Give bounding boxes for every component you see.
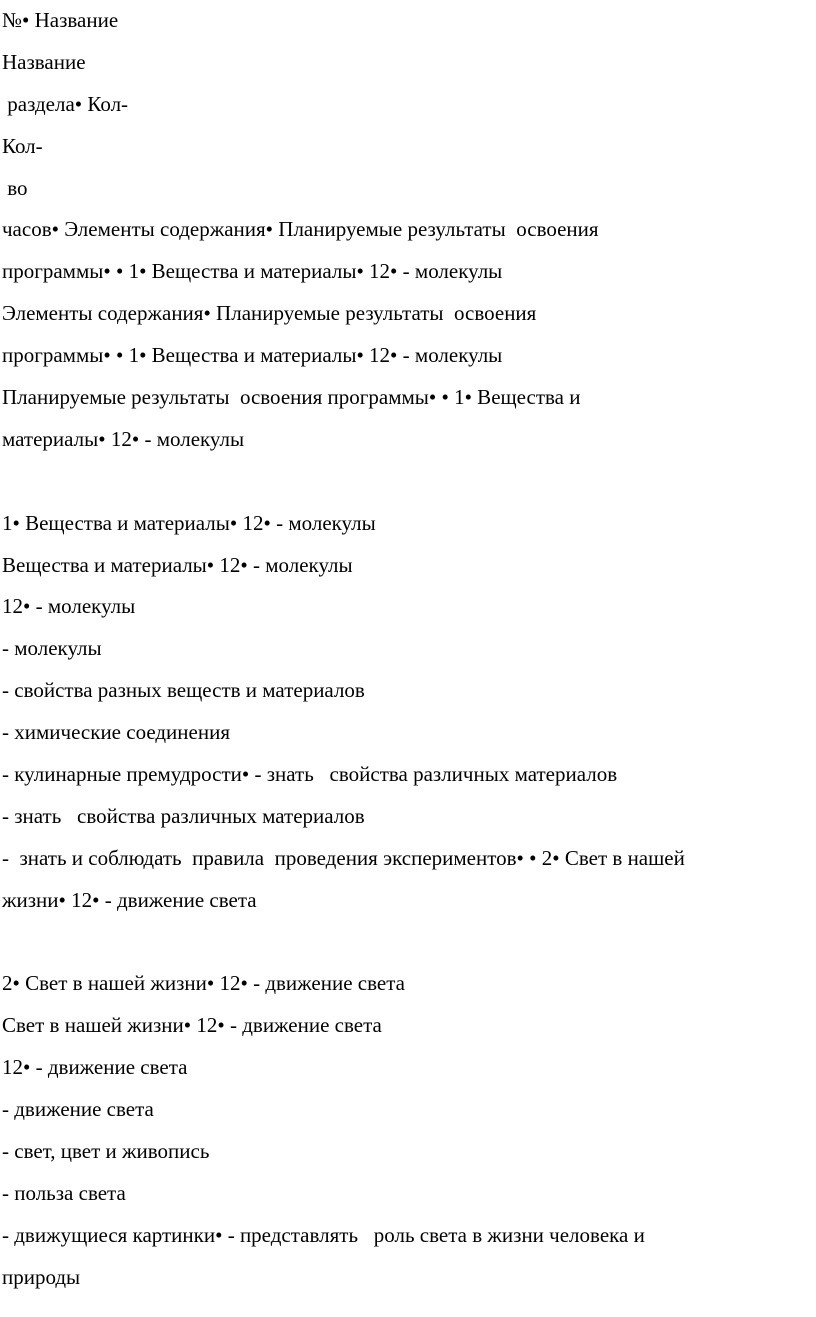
text-line-4: Кол-	[2, 133, 43, 158]
text-line-14: Вещества и материалы• 12• - молекулы	[2, 552, 353, 577]
blank-line	[2, 461, 814, 503]
text-line-16: - молекулы	[2, 636, 102, 661]
text-line-2: Название	[2, 49, 86, 74]
text-line-18: - химические соединения	[2, 720, 230, 745]
text-line-31: природы	[2, 1264, 81, 1289]
text-line-27: - движение света	[2, 1097, 154, 1122]
text-line-3: раздела• Кол-	[2, 91, 129, 116]
text-line-15: 12• - молекулы	[2, 594, 136, 619]
text-line-10: Планируемые результаты освоения программы• • 1• Вещества и	[2, 385, 581, 410]
text-line-30: - движущиеся картинки• - представлять роль света в жизни человека и	[2, 1222, 645, 1247]
text-line-17: - свойства разных веществ и материалов	[2, 678, 365, 703]
text-line-19: - кулинарные премудрости• - знать свойства различных материалов	[2, 762, 618, 787]
text-line-11: материалы• 12• - молекулы	[2, 426, 245, 451]
text-line-1: №• Название	[2, 8, 119, 32]
text-line-20: - знать свойства различных материалов	[2, 803, 365, 828]
text-line-22: жизни• 12• - движение света	[2, 887, 257, 912]
text-line-5: во	[2, 175, 28, 200]
text-line-28: - свет, цвет и живопись	[2, 1139, 210, 1164]
text-line-9: программы• • 1• Вещества и материалы• 12• - молекулы	[2, 343, 503, 368]
blank-line	[2, 922, 814, 964]
text-line-8: Элементы содержания• Планируемые результаты освоения	[2, 301, 537, 326]
text-line-26: 12• - движение света	[2, 1055, 188, 1080]
text-line-24: 2• Свет в нашей жизни• 12• - движение света	[2, 971, 405, 996]
document-body	[2, 0, 814, 1299]
text-line-6: часов• Элементы содержания• Планируемые результаты освоения	[2, 217, 599, 242]
text-line-21: - знать и соблюдать правила проведения экспериментов• • 2• Свет в нашей	[2, 845, 685, 870]
text-line-25: Свет в нашей жизни• 12• - движение света	[2, 1013, 382, 1038]
text-line-7: программы• • 1• Вещества и материалы• 12• - молекулы	[2, 259, 503, 284]
text-line-29: - польза света	[2, 1180, 126, 1205]
text-line-13: 1• Вещества и материалы• 12• - молекулы	[2, 510, 376, 535]
